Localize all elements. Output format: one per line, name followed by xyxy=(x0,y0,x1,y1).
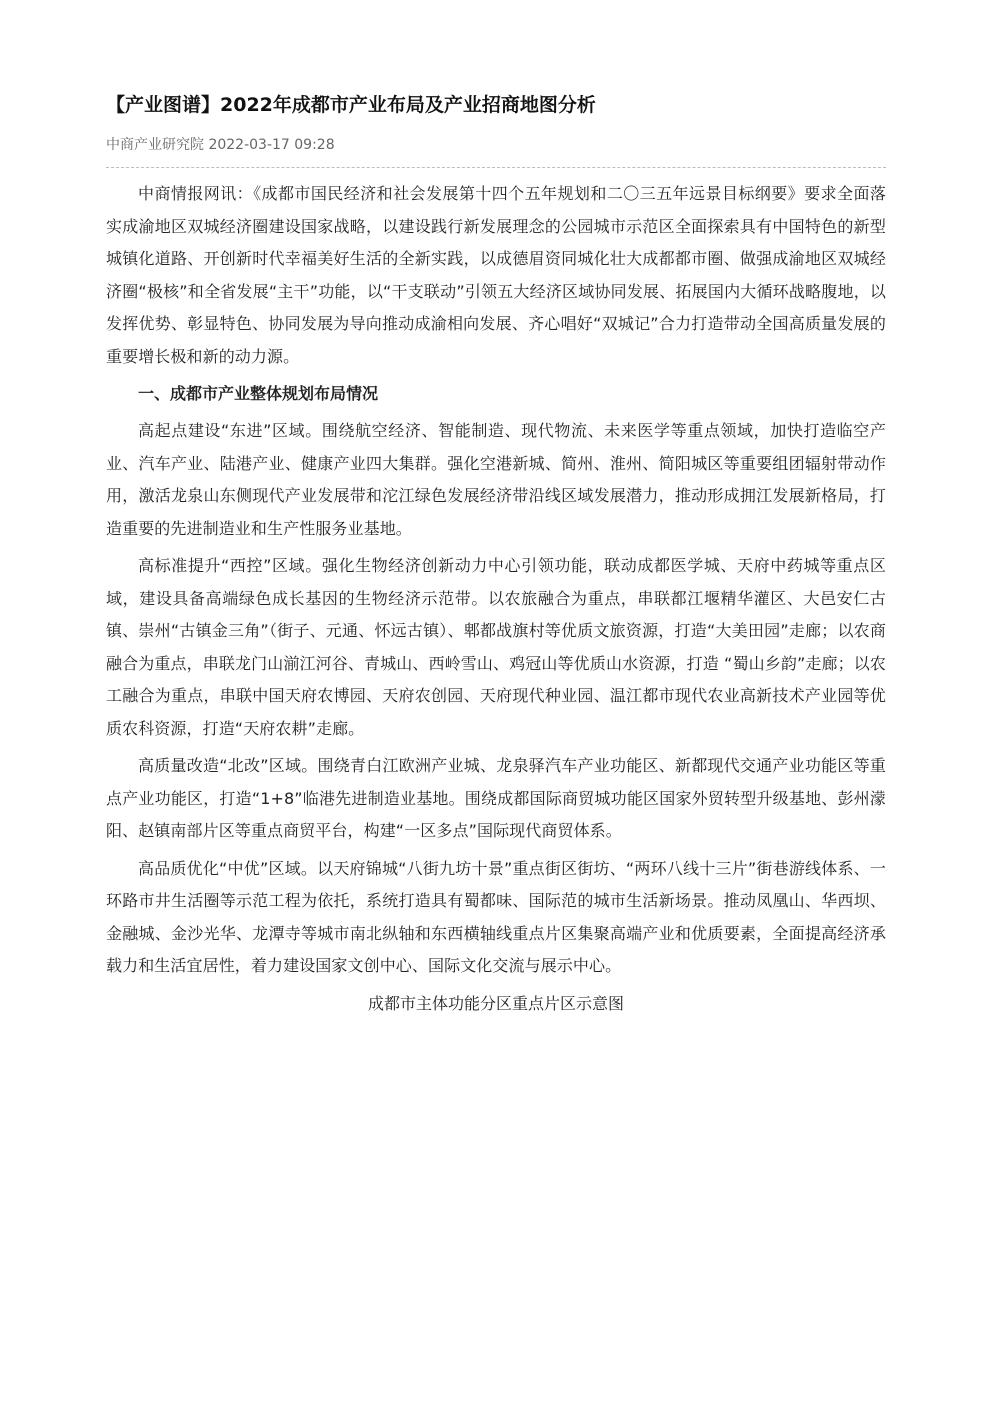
article-source: 中商产业研究院 xyxy=(106,137,204,153)
paragraph-east: 高起点建设“东进”区域。围绕航空经济、智能制造、现代物流、未来医学等重点领域，加快打造临空产业、汽车产业、陆港产业、健康产业四大集群。强化空港新城、简州、淮州、简阳城区等重要组团辐射带动作用，激活龙泉山东侧现代产业发展带和沱江绿色发展经济带沿线区域发展潜力，推动形成拥江发展新格局，打造重要的先进制造业和生产性服务业基地。 xyxy=(106,421,886,538)
article-datetime: 2022-03-17 09:28 xyxy=(208,137,335,153)
paragraph-center: 高品质优化“中优”区域。以天府锦城“八街九坊十景”重点街区街坊、“两环八线十三片”街巷游线体系、一环路市井生活圈等示范工程为依托，系统打造具有蜀都味、国际范的城市生活新场景。推动凤凰山、华西坝、金融城、金沙光华、龙潭寺等城市南北纵轴和东西横轴线重点片区集聚高端产业和优质要素，全面提高经济承载力和生活宜居性，着力建设国家文创中心、国际文化交流与展示中心。 xyxy=(106,858,886,975)
article-title: 【产业图谱】2022年成都市产业布局及产业招商地图分析 xyxy=(106,94,596,116)
paragraph-west: 高标准提升“西控”区域。强化生物经济创新动力中心引领功能，联动成都医学城、天府中药城等重点区域，建设具备高端绿色成长基因的生物经济示范带。以农旅融合为重点，串联都江堰精华灌区、大邑安仁古镇、崇州“古镇金三角”（街子、元通、怀远古镇）、郫都战旗村等优质文旅资源，打造“大美田园”走廊；以农商融合为重点，串联龙门山湔江河谷、青城山、西岭雪山、鸡冠山等优质山水资源，打造 “蜀山乡韵”走廊；以农工融合为重点，串联中国天府农博园、天府农创园、天府现代种业园、温江都市现代农业高新技术产业园等优质农科资源，打造“天府农耕”走廊。 xyxy=(106,556,886,738)
paragraph-intro: 中商情报网讯：《成都市国民经济和社会发展第十四个五年规划和二〇三五年远景目标纲要》要求全面落实成渝地区双城经济圈建设国家战略，以建设践行新发展理念的公园城市示范区全面探索具有中国特色的新型城镇化道路、开创新时代幸福美好生活的全新实践，以成德眉资同城化壮大成都都市圈、做强成渝地区双城经济圈“极核”和全省发展“主干”功能，以“干支联动”引领五大经济区域协同发展、拓展国内大循环战略腹地，以发挥优势、彰显特色、协同发展为导向推动成渝相向发展、齐心唱好“双城记”合力打造带动全国高质量发展的重要增长极和新的动力源。 xyxy=(106,184,886,366)
divider xyxy=(106,167,886,168)
article-body xyxy=(106,178,886,1020)
article xyxy=(106,88,886,1020)
section-heading: 一、成都市产业整体规划布局情况 xyxy=(138,384,379,403)
figure-caption: 成都市主体功能分区重点片区示意图 xyxy=(367,993,624,1013)
paragraph-north: 高质量改造“北改”区域。围绕青白江欧洲产业城、龙泉驿汽车产业功能区、新都现代交通产业功能区等重点产业功能区，打造“1+8”临港先进制造业基地。围绕成都国际商贸城功能区国家外贸转型升级基地、彭州濛阳、赵镇南部片区等重点商贸平台，构建“一区多点”国际现代商贸体系。 xyxy=(106,756,886,840)
article-meta xyxy=(106,134,886,156)
